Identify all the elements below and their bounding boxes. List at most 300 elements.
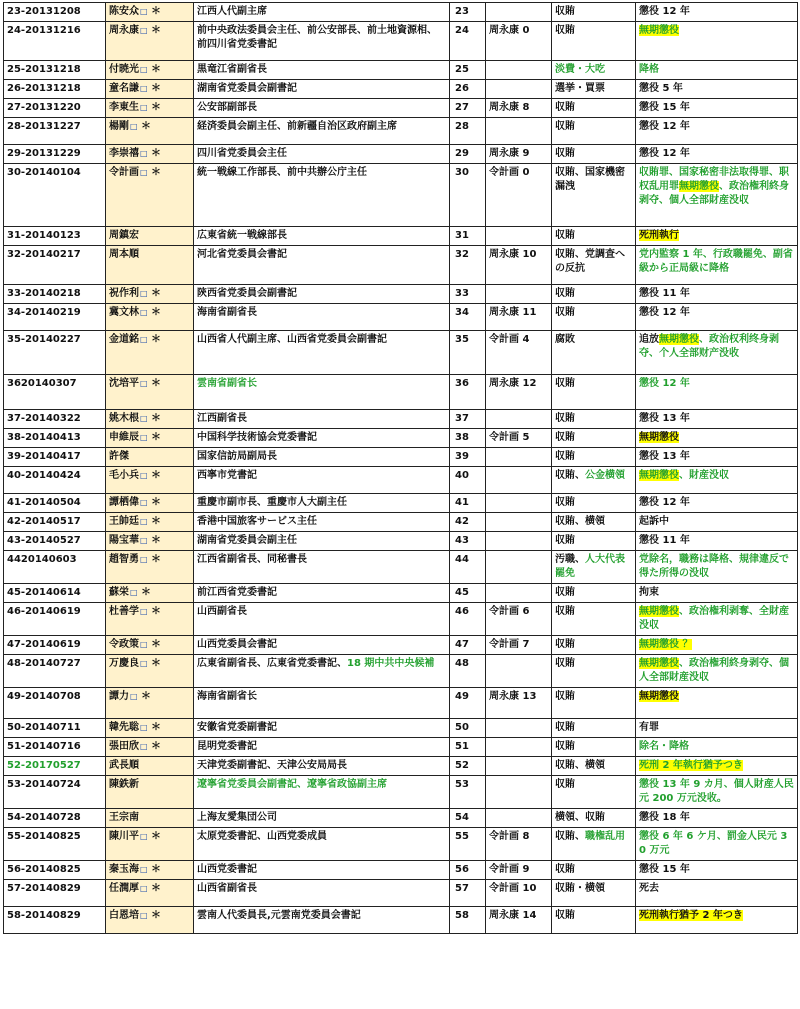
index-cell (450, 757, 486, 776)
official-name: 許傑 (109, 451, 129, 462)
index-cell (450, 636, 486, 655)
faction-cell (486, 246, 552, 285)
verdict-cell-text: 懲役 18 年 (639, 812, 690, 823)
charge-cell-text: 収賄 (555, 864, 575, 875)
official-name-cell (106, 375, 194, 410)
case-id: 34-20140219 (7, 307, 81, 318)
faction-cell (486, 603, 552, 636)
case-id: 49-20140708 (7, 691, 81, 702)
case-id: 37-20140322 (7, 413, 81, 424)
index-cell (450, 532, 486, 551)
case-id: 57-20140829 (7, 883, 81, 894)
index-number: 48 (455, 658, 469, 669)
position-cell-text: 雲南省副省长 (197, 378, 257, 389)
table-row (4, 22, 798, 61)
position-cell-text: 広東省副省長、広東省党委書記、 (197, 658, 347, 669)
star-mark: ＊ (147, 741, 162, 752)
case-id: 33-20140218 (7, 288, 81, 299)
position-cell-text: 西寧市党書記 (197, 470, 257, 481)
index-cell (450, 118, 486, 145)
charge-cell-text: 収賄 (555, 25, 575, 36)
charge-cell (552, 22, 636, 61)
position-cell-text: 重慶市副市長、重慶市人大副主任 (197, 497, 347, 508)
verdict-cell (636, 61, 798, 80)
charge-cell (552, 304, 636, 331)
position-cell (194, 331, 450, 375)
position-cell-text: 陝西省党委員会副書記 (197, 288, 297, 299)
official-name: 王宗南 (109, 812, 139, 823)
official-name-cell (106, 145, 194, 164)
checkbox-icon: □ (140, 26, 148, 35)
charge-cell-text: 収賄 (555, 307, 575, 318)
table-row (4, 145, 798, 164)
case-id-cell (4, 655, 106, 688)
star-mark: ＊ (147, 554, 162, 565)
charge-cell-text: 収賄 (555, 230, 575, 241)
case-id: 32-20140217 (7, 249, 81, 260)
official-name-cell (106, 551, 194, 584)
index-cell (450, 467, 486, 494)
verdict-cell (636, 410, 798, 429)
verdict-cell (636, 880, 798, 907)
charge-cell-text: 収賄 (555, 910, 575, 921)
case-id-cell (4, 467, 106, 494)
position-cell-text: 安徽省党委副書記 (197, 722, 277, 733)
index-number: 44 (455, 554, 469, 565)
case-id-cell (4, 603, 106, 636)
case-id-cell (4, 285, 106, 304)
charge-cell (552, 448, 636, 467)
charge-cell-text: 収賄 (555, 722, 575, 733)
case-id: 26-20131218 (7, 83, 81, 94)
checkbox-icon: □ (140, 335, 148, 344)
charge-cell-text: 収賄、国家機密漏洩 (555, 167, 625, 192)
position-cell (194, 285, 450, 304)
case-id-cell (4, 3, 106, 22)
case-id-cell (4, 429, 106, 448)
index-cell (450, 304, 486, 331)
position-cell-text: 昆明党委書記 (197, 741, 257, 752)
verdict-cell (636, 118, 798, 145)
official-name: 張田欣 (109, 741, 139, 752)
case-id: 53-20140724 (7, 779, 81, 790)
faction-cell (486, 880, 552, 907)
charge-cell-text: 収賄 (555, 121, 575, 132)
faction-cell (486, 655, 552, 688)
faction-cell (486, 513, 552, 532)
charge-cell-text: 収賄 (555, 102, 575, 113)
charge-cell (552, 285, 636, 304)
index-number: 34 (455, 307, 469, 318)
case-id: 42-20140517 (7, 516, 81, 527)
case-id: 58-20140829 (7, 910, 81, 921)
verdict-cell-text: 懲役 12 年 (639, 307, 690, 318)
charge-cell-text: 腐敗 (555, 334, 575, 345)
verdict-cell (636, 776, 798, 809)
index-number: 38 (455, 432, 469, 443)
index-number: 57 (455, 883, 469, 894)
index-cell (450, 145, 486, 164)
star-mark: ＊ (147, 639, 162, 650)
checkbox-icon: □ (140, 65, 148, 74)
faction-cell (486, 636, 552, 655)
official-name: 譚栖偉 (109, 497, 139, 508)
official-name-cell (106, 532, 194, 551)
verdict-cell-text: 無期懲役 (639, 470, 679, 481)
table-row (4, 719, 798, 738)
table-row (4, 776, 798, 809)
official-name-cell (106, 246, 194, 285)
official-name-cell (106, 907, 194, 934)
official-name-cell (106, 118, 194, 145)
verdict-cell-text: 、政治権利終身剥夺、個人全部財産没収 (639, 181, 789, 206)
case-id: 55-20140825 (7, 831, 81, 842)
case-id: 35-20140227 (7, 334, 81, 345)
checkbox-icon: □ (140, 84, 148, 93)
faction-cell-text: 周永康 10 (489, 249, 537, 260)
case-id: 47-20140619 (7, 639, 81, 650)
verdict-cell-text: 懲役 12 年 (639, 378, 690, 389)
verdict-cell-text: 懲役 12 年 (639, 121, 690, 132)
official-name: 陽宝華 (109, 535, 139, 546)
official-name: 蘇栄 (109, 587, 129, 598)
star-mark: ＊ (147, 470, 162, 481)
index-number: 52 (455, 760, 469, 771)
star-mark: ＊ (147, 413, 162, 424)
verdict-cell (636, 80, 798, 99)
faction-cell (486, 688, 552, 719)
position-cell (194, 907, 450, 934)
checkbox-icon: □ (140, 149, 148, 158)
faction-cell (486, 776, 552, 809)
official-name-cell (106, 3, 194, 22)
checkbox-icon: □ (140, 7, 148, 16)
faction-cell (486, 532, 552, 551)
verdict-cell-text: 無期懲役 (639, 691, 679, 702)
faction-cell (486, 410, 552, 429)
star-mark: ＊ (147, 658, 162, 669)
index-cell (450, 164, 486, 227)
charge-cell-text: 収賄 (555, 148, 575, 159)
official-name-cell (106, 164, 194, 227)
position-cell-text: 天津党委副書記、天津公安局局長 (197, 760, 347, 771)
position-cell (194, 118, 450, 145)
faction-cell (486, 907, 552, 934)
position-cell (194, 688, 450, 719)
index-number: 50 (455, 722, 469, 733)
faction-cell-text: 令計画 9 (489, 864, 530, 875)
table-row (4, 738, 798, 757)
star-mark: ＊ (147, 864, 162, 875)
case-id: 40-20140424 (7, 470, 81, 481)
charge-cell (552, 861, 636, 880)
charge-cell-text: 収賄、 (555, 831, 585, 842)
index-cell (450, 719, 486, 738)
position-cell (194, 603, 450, 636)
case-id-cell (4, 375, 106, 410)
table-row (4, 410, 798, 429)
charge-cell (552, 145, 636, 164)
faction-cell-text: 周永康 12 (489, 378, 537, 389)
case-id-cell (4, 99, 106, 118)
official-name-cell (106, 776, 194, 809)
index-number: 39 (455, 451, 469, 462)
verdict-cell-text: 、政治权利终身剥夺、个人全部财产没收 (639, 334, 779, 359)
official-name: 秦玉海 (109, 864, 139, 875)
star-mark: ＊ (147, 432, 162, 443)
table-row (4, 429, 798, 448)
position-cell-text: 海南省副省長 (197, 307, 257, 318)
faction-cell (486, 3, 552, 22)
index-number: 58 (455, 910, 469, 921)
star-mark: ＊ (137, 691, 152, 702)
position-cell-text: 前江西省党委書記 (197, 587, 277, 598)
charge-cell (552, 164, 636, 227)
verdict-cell-text: 死刑執行 (639, 230, 679, 241)
case-id: 50-20140711 (7, 722, 81, 733)
official-name: 杜善学 (109, 606, 139, 617)
charge-cell-text: 収賄 (555, 658, 575, 669)
case-id: 39-20140417 (7, 451, 81, 462)
official-name-cell (106, 99, 194, 118)
official-name-cell (106, 429, 194, 448)
case-id-cell (4, 532, 106, 551)
star-mark: ＊ (147, 148, 162, 159)
star-mark: ＊ (137, 121, 152, 132)
official-name: 祝作利 (109, 288, 139, 299)
charge-cell-text: 収賄 (555, 6, 575, 17)
charge-cell (552, 99, 636, 118)
position-cell-text: 広東省統一戦線部長 (197, 230, 287, 241)
position-cell (194, 655, 450, 688)
index-cell (450, 246, 486, 285)
index-number: 45 (455, 587, 469, 598)
index-cell (450, 738, 486, 757)
checkbox-icon: □ (140, 414, 148, 423)
official-name-cell (106, 494, 194, 513)
case-id: 27-20131220 (7, 102, 81, 113)
table-row (4, 584, 798, 603)
index-number: 30 (455, 167, 469, 178)
table-row (4, 494, 798, 513)
charge-cell (552, 467, 636, 494)
official-name-cell (106, 603, 194, 636)
case-id-cell (4, 688, 106, 719)
index-number: 41 (455, 497, 469, 508)
verdict-cell-text: 無期懲役 ？ (639, 639, 693, 650)
charge-cell (552, 61, 636, 80)
faction-cell (486, 809, 552, 828)
official-name-cell (106, 688, 194, 719)
official-name: 周永康 (109, 25, 139, 36)
verdict-cell (636, 304, 798, 331)
checkbox-icon: □ (140, 517, 148, 526)
case-id-cell (4, 757, 106, 776)
verdict-cell (636, 532, 798, 551)
official-name-cell (106, 448, 194, 467)
charge-cell-text: 収賄、党調査への反抗 (555, 249, 625, 274)
table-row (4, 304, 798, 331)
case-id-cell (4, 304, 106, 331)
position-cell (194, 164, 450, 227)
position-cell (194, 375, 450, 410)
star-mark: ＊ (147, 516, 162, 527)
verdict-cell-text: 無期懲役 (679, 181, 719, 192)
faction-cell-text: 令計画 10 (489, 883, 537, 894)
official-name: 申維辰 (109, 432, 139, 443)
checkbox-icon: □ (140, 433, 148, 442)
position-cell-text: 四川省党委員会主任 (197, 148, 287, 159)
position-cell-text: 山西省副省長 (197, 883, 257, 894)
position-cell-text: 黒竜江省副省長 (197, 64, 267, 75)
verdict-cell-text: 起訴中 (639, 516, 669, 527)
faction-cell (486, 61, 552, 80)
verdict-cell (636, 551, 798, 584)
verdict-cell (636, 227, 798, 246)
faction-cell (486, 22, 552, 61)
charge-cell (552, 809, 636, 828)
charge-cell (552, 227, 636, 246)
index-cell (450, 655, 486, 688)
charge-cell (552, 494, 636, 513)
position-cell-text: 江西副省長 (197, 413, 247, 424)
table-row (4, 99, 798, 118)
verdict-cell-text: 、政治権利終身剥夺、個人全部財産没収 (639, 658, 789, 683)
position-cell (194, 584, 450, 603)
index-cell (450, 331, 486, 375)
position-cell-text: 香港中国旅客サービス主任 (197, 516, 317, 527)
charge-cell (552, 584, 636, 603)
verdict-cell-text: 有罪 (639, 722, 659, 733)
position-cell (194, 22, 450, 61)
verdict-cell (636, 809, 798, 828)
official-name: 任潤厚 (109, 883, 139, 894)
case-id: 30-20140104 (7, 167, 81, 178)
case-id-cell (4, 809, 106, 828)
case-id: 54-20140728 (7, 812, 81, 823)
table-row (4, 331, 798, 375)
charge-cell-text: 収賄 (555, 587, 575, 598)
position-cell-text: 河北省党委員会書記 (197, 249, 287, 260)
official-name: 韓先聡 (109, 722, 139, 733)
index-number: 54 (455, 812, 469, 823)
verdict-cell-text: 無期懲役 (639, 25, 679, 36)
position-cell (194, 809, 450, 828)
case-id-cell (4, 861, 106, 880)
charge-cell-text: 収賄、横領 (555, 516, 605, 527)
charge-cell (552, 118, 636, 145)
index-cell (450, 776, 486, 809)
index-cell (450, 429, 486, 448)
official-name: 付暁光 (109, 64, 139, 75)
position-cell-text: 経済委員会副主任、前新疆自治区政府副主席 (197, 121, 397, 132)
table-row (4, 246, 798, 285)
table-row (4, 532, 798, 551)
table-row (4, 3, 798, 22)
checkbox-icon: □ (140, 659, 148, 668)
index-cell (450, 688, 486, 719)
case-id: 43-20140527 (7, 535, 81, 546)
official-name: 陳川平 (109, 831, 139, 842)
official-name: 李東生 (109, 102, 139, 113)
position-cell (194, 861, 450, 880)
official-name-cell (106, 513, 194, 532)
official-name-cell (106, 467, 194, 494)
official-name: 沈培平 (109, 378, 139, 389)
verdict-cell (636, 738, 798, 757)
checkbox-icon: □ (140, 607, 148, 616)
verdict-cell-text: 無期懲役 (639, 432, 679, 443)
index-cell (450, 861, 486, 880)
index-cell (450, 513, 486, 532)
table-row (4, 688, 798, 719)
charge-cell-text: 職権乱用 (585, 831, 625, 842)
star-mark: ＊ (147, 910, 162, 921)
case-id: 48-20140727 (7, 658, 81, 669)
star-mark: ＊ (147, 535, 162, 546)
charge-cell-text: 収賄 (555, 451, 575, 462)
case-id: 56-20140825 (7, 864, 81, 875)
official-name-cell (106, 809, 194, 828)
official-name-cell (106, 719, 194, 738)
official-name: 譚力 (109, 691, 129, 702)
position-cell (194, 880, 450, 907)
position-cell-text: 太原党委書記、山西党委成員 (197, 831, 327, 842)
case-id: 46-20140619 (7, 606, 81, 617)
checkbox-icon: □ (140, 498, 148, 507)
verdict-cell-text: 懲役 12 年 (639, 6, 690, 17)
star-mark: ＊ (147, 378, 162, 389)
index-number: 23 (455, 6, 469, 17)
charge-cell-text: 収賄 (555, 378, 575, 389)
charge-cell (552, 3, 636, 22)
verdict-cell-text: 拘束 (639, 587, 659, 598)
verdict-cell (636, 494, 798, 513)
index-number: 42 (455, 516, 469, 527)
star-mark: ＊ (147, 883, 162, 894)
verdict-cell (636, 99, 798, 118)
verdict-cell-text: 懲役 13 年 (639, 451, 690, 462)
star-mark: ＊ (147, 25, 162, 36)
official-name: 姚木根 (109, 413, 139, 424)
table-row (4, 880, 798, 907)
star-mark: ＊ (147, 831, 162, 842)
case-id-cell (4, 494, 106, 513)
table-row (4, 551, 798, 584)
position-cell (194, 246, 450, 285)
verdict-cell-text: 死刑 2 年執行猶予つき (639, 760, 743, 771)
faction-cell (486, 331, 552, 375)
position-cell-text: 遼寧省党委員会副書記、遼寧省政協副主席 (197, 779, 387, 790)
official-name-cell (106, 636, 194, 655)
official-name-cell (106, 80, 194, 99)
verdict-cell-text: 懲役 6 年 6 ケ月、罰金人民元 30 万元 (639, 831, 788, 856)
checkbox-icon: □ (140, 379, 148, 388)
case-id: 29-20131229 (7, 148, 81, 159)
official-name-cell (106, 304, 194, 331)
case-id-cell (4, 880, 106, 907)
verdict-cell (636, 331, 798, 375)
position-cell (194, 513, 450, 532)
index-cell (450, 551, 486, 584)
checkbox-icon: □ (140, 536, 148, 545)
case-id-cell (4, 636, 106, 655)
case-id-cell (4, 145, 106, 164)
official-name-cell (106, 655, 194, 688)
official-name: 令計画 (109, 167, 139, 178)
index-number: 27 (455, 102, 469, 113)
charge-cell-text: 収賄 (555, 691, 575, 702)
